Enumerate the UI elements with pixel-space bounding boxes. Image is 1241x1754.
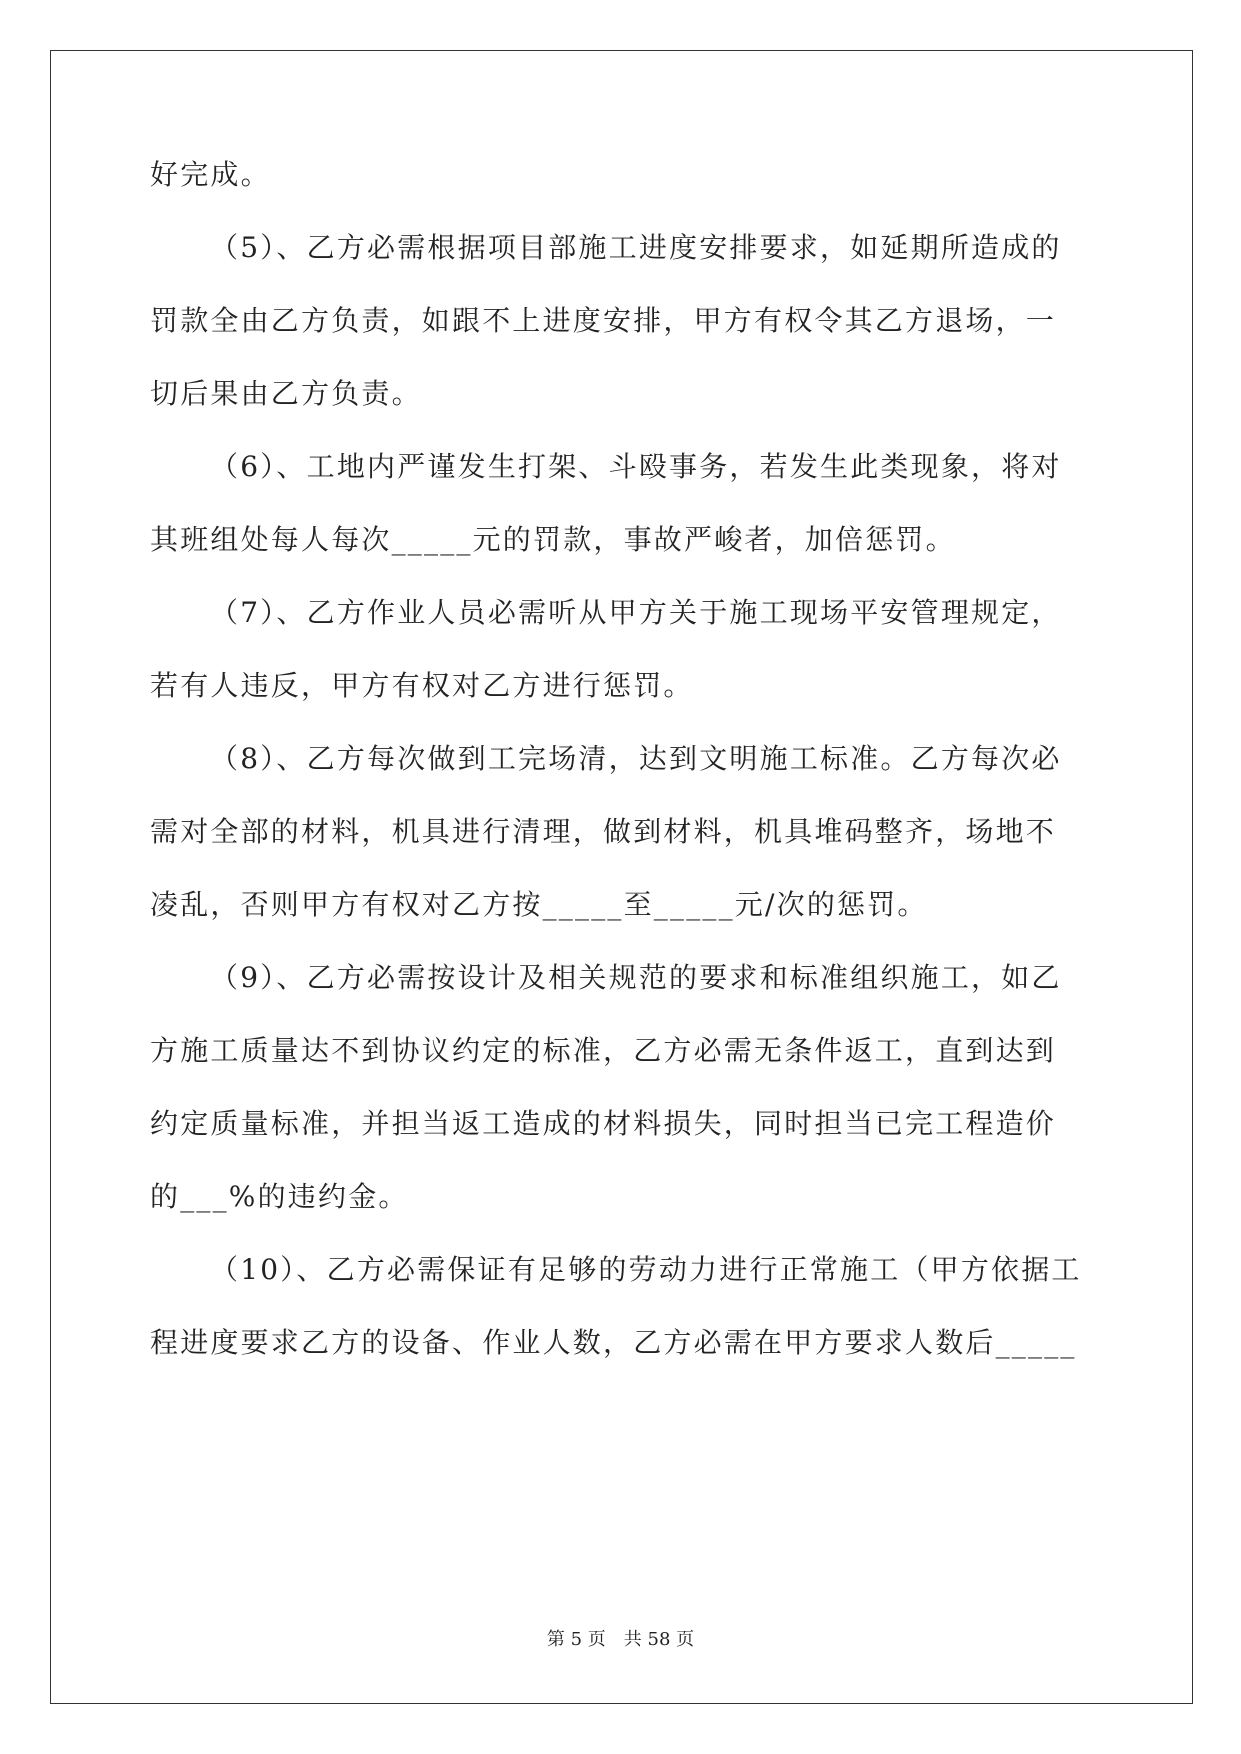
text-line-2: （5）、乙方必需根据项目部施工进度安排要求，如延期所造成的 — [210, 231, 1062, 264]
text-line-15: 的___%的违约金。 — [150, 1180, 409, 1213]
text-line-4: 切后果由乙方负责。 — [150, 377, 422, 410]
text-line-3: 罚款全由乙方负责，如跟不上进度安排，甲方有权令其乙方退场，一 — [150, 304, 1057, 337]
text-line-16: （10）、乙方必需保证有足够的劳动力进行正常施工（甲方依据工 — [210, 1253, 1082, 1286]
text-line-11: 凌乱，否则甲方有权对乙方按_____至_____元/次的惩罚。 — [150, 888, 928, 921]
text-line-13: 方施工质量达不到协议约定的标准，乙方必需无条件返工，直到达到 — [150, 1034, 1057, 1067]
text-line-1: 好完成。 — [150, 158, 271, 191]
text-line-12: （9）、乙方必需按设计及相关规范的要求和标准组织施工，如乙 — [210, 961, 1062, 994]
text-line-14: 约定质量标准，并担当返工造成的材料损失，同时担当已完工程造价 — [150, 1107, 1057, 1140]
text-line-7: （7）、乙方作业人员必需听从甲方关于施工现场平安管理规定， — [210, 596, 1062, 629]
page-border — [50, 50, 1193, 1704]
text-line-5: （6）、工地内严谨发生打架、斗殴事务，若发生此类现象，将对 — [210, 450, 1062, 483]
page-footer: 第 5 页 共 58 页 — [546, 1629, 695, 1650]
text-line-6: 其班组处每人每次_____元的罚款，事故严峻者，加倍惩罚。 — [150, 523, 956, 556]
text-line-17: 程进度要求乙方的设备、作业人数，乙方必需在甲方要求人数后_____ — [150, 1326, 1077, 1359]
text-line-9: （8）、乙方每次做到工完场清，达到文明施工标准。乙方每次必 — [210, 742, 1062, 775]
text-line-10: 需对全部的材料，机具进行清理，做到材料，机具堆码整齐，场地不 — [150, 815, 1057, 848]
text-line-8: 若有人违反，甲方有权对乙方进行惩罚。 — [150, 669, 694, 702]
